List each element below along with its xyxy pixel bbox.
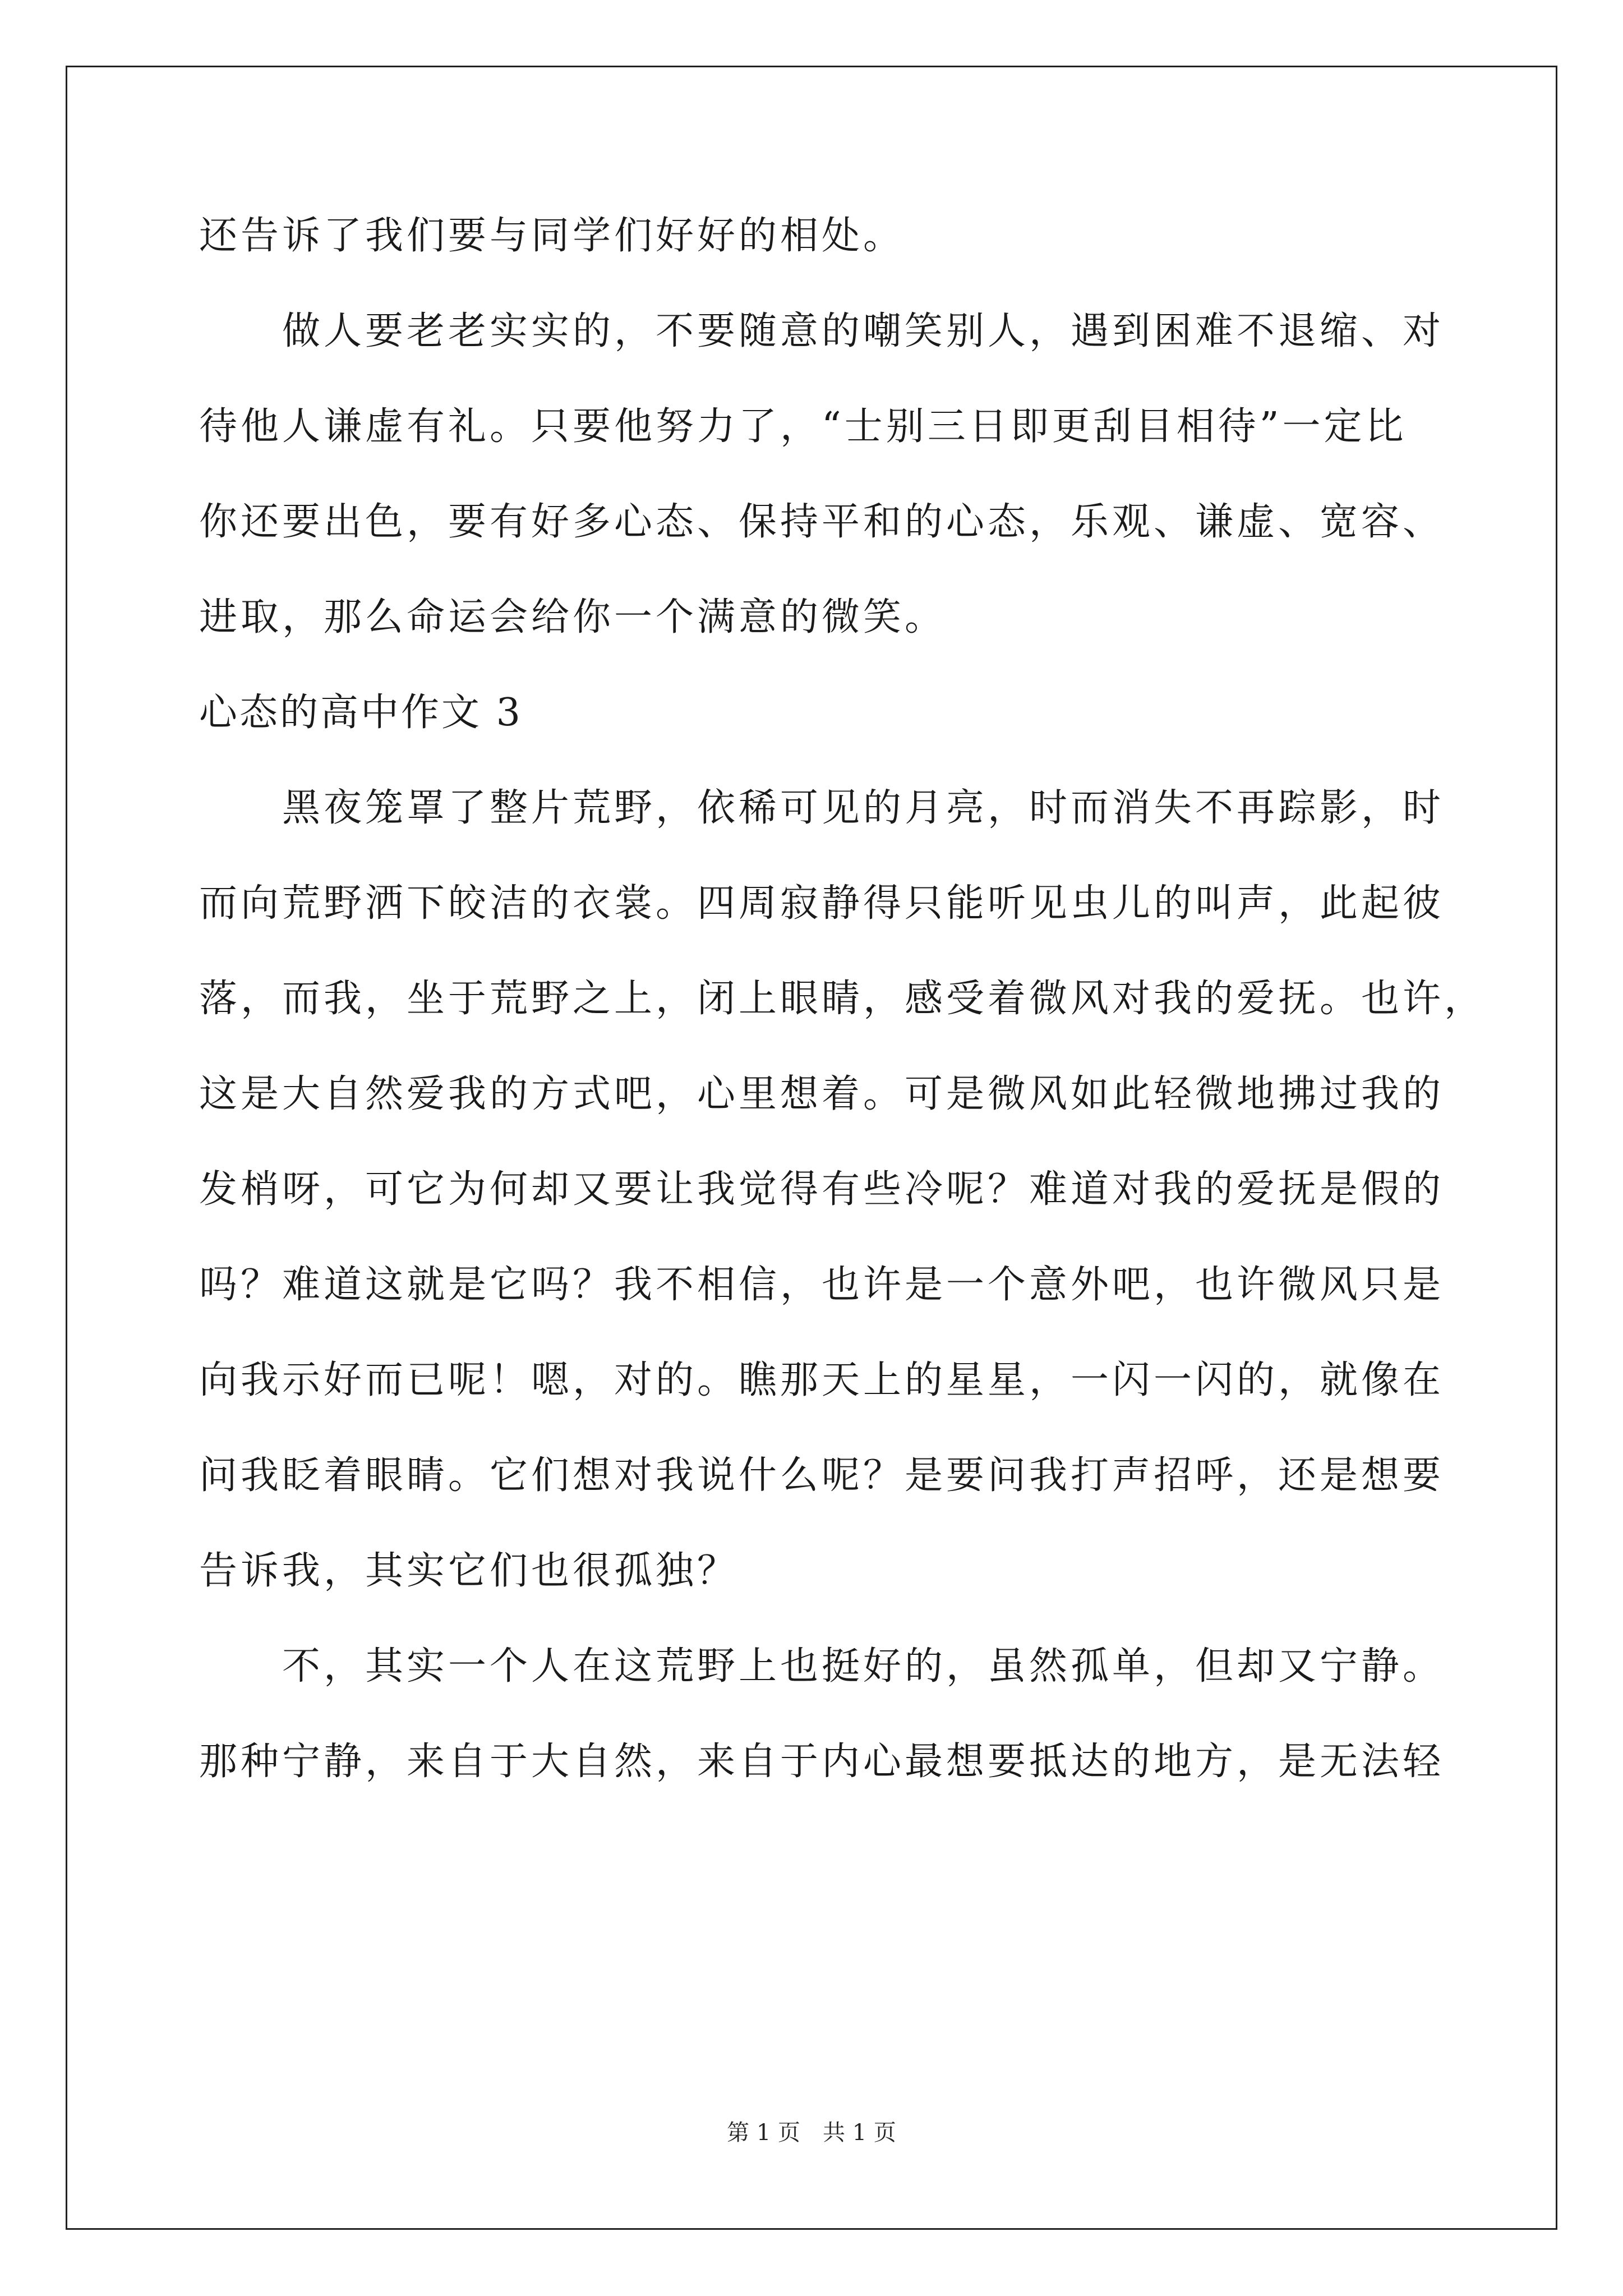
text-line: 那种宁静，来自于大自然，来自于内心最想要抵达的地方，是无法轻 [199, 1740, 1445, 1784]
text-line: 还告诉了我们要与同学们好好的相处。 [199, 214, 905, 258]
text-line: 而向荒野洒下皎洁的衣裳。四周寂静得只能听见虫儿的叫声，此起彼 [199, 881, 1445, 926]
text-line: 告诉我，其实它们也很孤独？ [199, 1549, 739, 1593]
text-line: 这是大自然爱我的方式吧，心里想着。可是微风如此轻微地拂过我的 [199, 1072, 1445, 1116]
paragraph-start-line: 黑夜笼罩了整片荒野，依稀可见的月亮，时而消失不再踪影，时 [282, 786, 1445, 830]
text-line: 你还要出色，要有好多心态、保持平和的心态，乐观、谦虚、宽容、 [199, 500, 1445, 544]
text-line: 吗？难道这就是它吗？我不相信，也许是一个意外吧，也许微风只是 [199, 1263, 1445, 1307]
section-heading: 心态的高中作文 3 [199, 691, 523, 735]
text-line: 落，而我，坐于荒野之上，闭上眼睛，感受着微风对我的爱抚。也许， [199, 977, 1486, 1021]
text-line: 问我眨着眼睛。它们想对我说什么呢？是要问我打声招呼，还是想要 [199, 1453, 1445, 1498]
text-line: 待他人谦虚有礼。只要他努力了，“士别三日即更刮目相待”一定比 [199, 404, 1407, 449]
page-number-footer: 第 1 页 共 1 页 [727, 2120, 896, 2146]
text-line: 向我示好而已呢！嗯，对的。瞧那天上的星星，一闪一闪的，就像在 [199, 1358, 1445, 1402]
text-line: 发梢呀，可它为何却又要让我觉得有些冷呢？难道对我的爱抚是假的 [199, 1167, 1445, 1212]
text-line: 进取，那么命运会给你一个满意的微笑。 [199, 595, 947, 639]
paragraph-start-line: 做人要老老实实的，不要随意的嘲笑别人，遇到困难不退缩、对 [282, 309, 1445, 353]
paragraph-start-line: 不，其实一个人在这荒野上也挺好的，虽然孤单，但却又宁静。 [282, 1644, 1445, 1688]
document-body [199, 208, 1486, 1829]
